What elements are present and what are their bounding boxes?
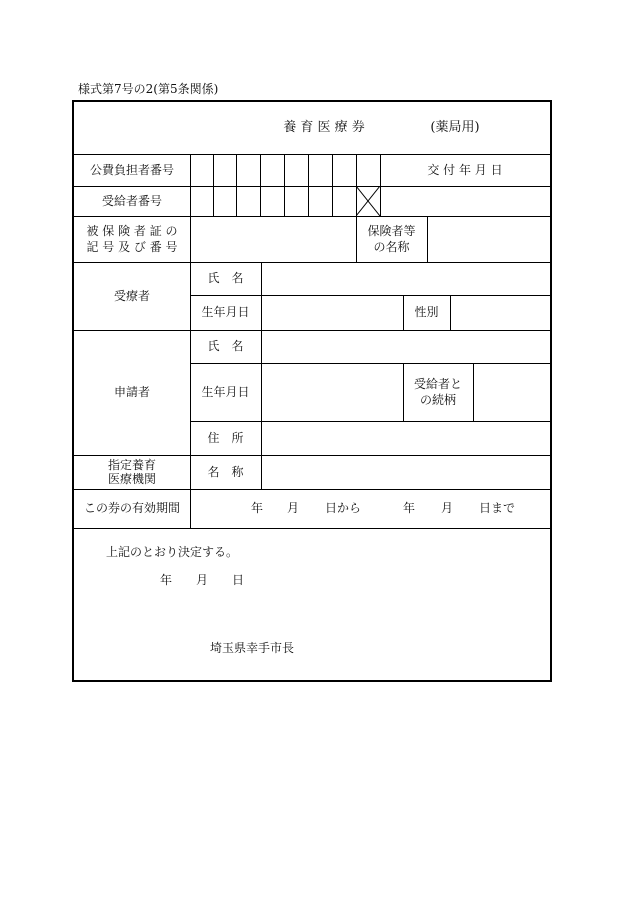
- insurer-label-line1: 保険者等: [367, 223, 416, 238]
- validity-to-year: 年: [402, 501, 415, 516]
- insurance-card-number-label: [74, 216, 190, 262]
- validity-from-month: 月: [286, 501, 299, 516]
- patient-section-label: 受療者: [113, 288, 150, 303]
- col-divider: [261, 262, 262, 489]
- applicant-name-label: 氏 名: [207, 339, 244, 354]
- issuer-name: 埼玉県幸手市長: [210, 640, 295, 655]
- col-divider: [450, 295, 451, 330]
- relationship-label-line1: 受給者と: [413, 376, 462, 391]
- validity-to-month: 月: [440, 501, 453, 516]
- digit-divider: [213, 154, 214, 216]
- digit-divider: [236, 154, 237, 216]
- col-divider: [473, 363, 474, 421]
- form-title: 養 育 医 療 券: [283, 120, 365, 136]
- public-payer-number-label: 公費負担者番号: [89, 162, 174, 177]
- validity-period-label: この券の有効期間: [83, 501, 180, 516]
- form-title-note: (薬局用): [430, 120, 480, 136]
- institution-name-label: 名 称: [207, 464, 244, 479]
- validity-from-year: 年: [250, 501, 263, 516]
- patient-dob-label: 生年月日: [201, 305, 250, 320]
- col-divider: [427, 216, 428, 262]
- recipient-number-label: 受給者番号: [101, 193, 162, 208]
- patient-sex-label: 性別: [414, 305, 439, 320]
- designated-institution-label: [74, 455, 190, 489]
- digit-divider: [332, 154, 333, 216]
- digit-divider: [260, 154, 261, 216]
- patient-name-label: 氏 名: [207, 271, 244, 286]
- insurance-label-line2: 記 号 及 び 番 号: [86, 240, 178, 254]
- validity-from-day: 日から: [324, 501, 361, 516]
- medical-coupon-form: [72, 100, 552, 682]
- relationship-label: [403, 363, 473, 421]
- decision-year: 年: [159, 572, 172, 587]
- col-divider: [190, 489, 191, 528]
- col-divider: [190, 216, 191, 262]
- issue-date-label: 交 付 年 月 日: [427, 162, 503, 177]
- digit-divider: [308, 154, 309, 216]
- col-divider: [190, 154, 191, 216]
- digit-divider: [284, 154, 285, 216]
- decision-month: 月: [195, 572, 208, 587]
- relationship-label-line2: の続柄: [419, 393, 456, 407]
- institution-label-line1: 指定養育: [107, 457, 156, 472]
- validity-to-day: 日まで: [478, 501, 515, 516]
- institution-label-line2: 医療機関: [107, 472, 156, 486]
- insurer-label-line2: の名称: [373, 240, 410, 254]
- decision-statement: 上記のとおり決定する。: [106, 544, 239, 559]
- applicant-address-label: 住 所: [207, 430, 244, 445]
- row-divider: [74, 528, 550, 529]
- insurance-label-line1: 被 保 険 者 証 の: [86, 223, 178, 238]
- form-number: 様式第7号の2(第5条関係): [78, 82, 219, 96]
- insurer-name-label: [356, 216, 427, 262]
- crossed-out-box: [356, 186, 380, 216]
- decision-day: 日: [231, 572, 244, 587]
- applicant-section-label: 申請者: [113, 385, 150, 400]
- applicant-dob-label: 生年月日: [201, 384, 250, 399]
